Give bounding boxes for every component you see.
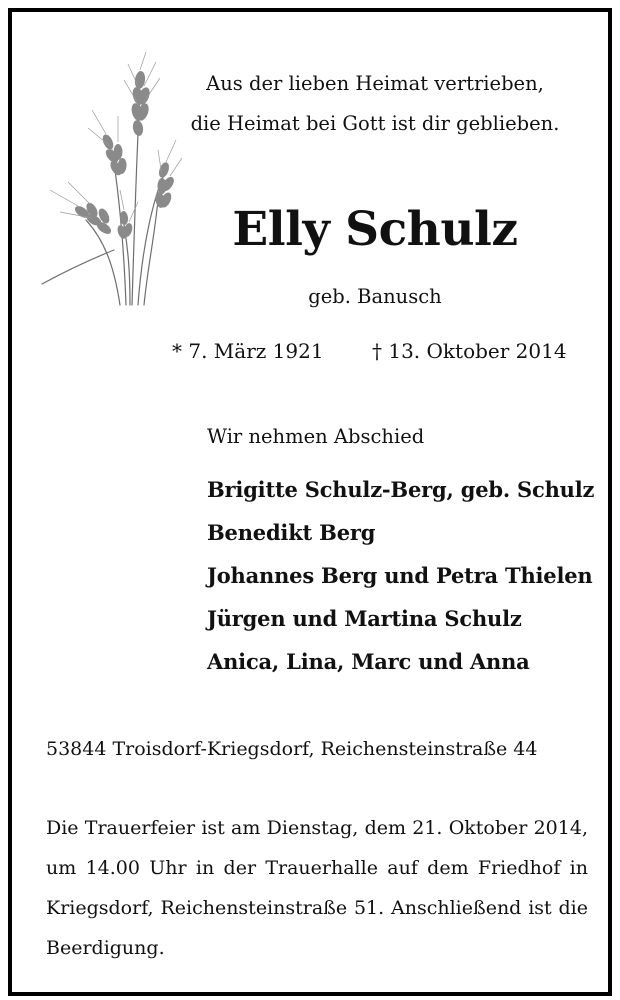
family-address: 53844 Troisdorf-Kriegsdorf, Reichensteinstraße 44 [46, 738, 538, 760]
deceased-name: Elly Schulz [232, 202, 518, 257]
mourner-name: Johannes Berg und Petra Thielen [207, 563, 593, 588]
motto-line: die Heimat bei Gott ist dir geblieben. [190, 112, 560, 135]
motto [162, 64, 588, 144]
mourner-name: Benedikt Berg [207, 520, 376, 545]
mourner-name: Jürgen und Martina Schulz [207, 606, 522, 631]
maiden-name: geb. Banusch [308, 285, 442, 308]
death-date: † 13. Oktober 2014 [372, 339, 567, 363]
motto-line: Aus der lieben Heimat vertrieben, [206, 72, 544, 95]
service-details: Die Trauerfeier ist am Dienstag, dem 21. Oktober 2014, um 14.00 Uhr in der Trauerhalle auf dem Friedhof in Kriegsdorf, Reichensteinstraße 51. Anschließend ist die Beerdigung. [46, 817, 588, 959]
mourner-name: Anica, Lina, Marc und Anna [207, 649, 530, 674]
mourners-list [207, 468, 594, 683]
birth-date: * 7. März 1921 [172, 339, 324, 363]
mourner-name: Brigitte Schulz-Berg, geb. Schulz [207, 477, 595, 502]
farewell-text: Wir nehmen Abschied [207, 425, 425, 448]
obituary-frame [8, 8, 612, 996]
